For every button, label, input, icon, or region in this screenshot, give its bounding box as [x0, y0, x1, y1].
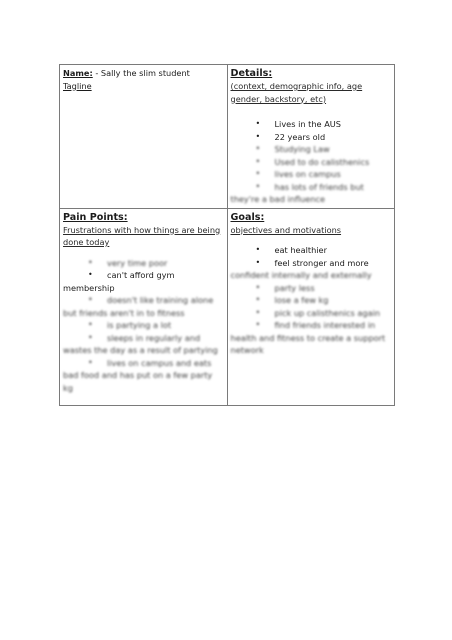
details-item: • Lives in the AUS — [231, 118, 392, 131]
pain-points-cell — [60, 208, 228, 405]
name-line — [63, 67, 224, 80]
goal-item: • eat healthier — [231, 244, 392, 257]
name-cell — [60, 65, 228, 209]
goal-item: • pick up calisthenics again — [231, 307, 392, 320]
details-cell — [227, 65, 395, 209]
pain-points-spacer — [63, 249, 224, 257]
details-item: • 22 years old — [231, 131, 392, 144]
pain-point-item: • doesn't like training alone but friends aren't in to fitness — [63, 294, 224, 319]
details-list — [231, 118, 392, 206]
goals-spacer — [231, 236, 392, 244]
details-item: • lives on campus — [231, 168, 392, 181]
persona-row-top — [60, 65, 395, 209]
name-value: - Sally the slim student — [92, 68, 190, 78]
pain-point-item: • is partying a lot — [63, 319, 224, 332]
goals-list — [231, 244, 392, 269]
goal-item: • find friends interested in health and fitness to create a support network — [231, 319, 392, 357]
goal-item: • feel stronger and more — [231, 257, 392, 270]
goals-cell — [227, 208, 395, 405]
persona-table — [59, 64, 395, 406]
tagline-label: Tagline — [63, 80, 92, 91]
details-item: • has lots of friends but they're a bad influence — [231, 181, 392, 206]
details-item: • Used to do calisthenics — [231, 156, 392, 169]
goals-heading: Goals: — [230, 211, 265, 223]
pain-point-item: • can't afford gym membership — [63, 269, 224, 294]
details-item: • Studying Law — [231, 143, 392, 156]
goals-subheading: objectives and motivations — [230, 224, 342, 235]
goal-item: • lose a few kg — [231, 294, 392, 307]
persona-row-bottom — [60, 208, 395, 405]
details-spacer — [231, 105, 392, 118]
goal-item-continuation: confident internally and externally — [230, 270, 372, 280]
pain-point-item: • lives on campus and eats bad food and has put on a few party kg — [63, 357, 224, 395]
pain-points-subheading: Frustrations with how things are being done today — [63, 224, 221, 247]
pain-points-list — [63, 257, 224, 395]
details-subheading: (context, demographic info, age gender, backstory, etc) — [230, 81, 363, 104]
pain-points-heading: Pain Points: — [63, 211, 128, 223]
goals-list-rest — [231, 282, 392, 357]
details-heading: Details: — [230, 68, 273, 79]
pain-point-item: • sleeps in regularly and wastes the day as a result of partying — [63, 332, 224, 357]
pain-point-item: • very time poor — [63, 257, 224, 270]
goal-item: • party less — [231, 282, 392, 295]
name-label: Name: — [63, 68, 93, 78]
